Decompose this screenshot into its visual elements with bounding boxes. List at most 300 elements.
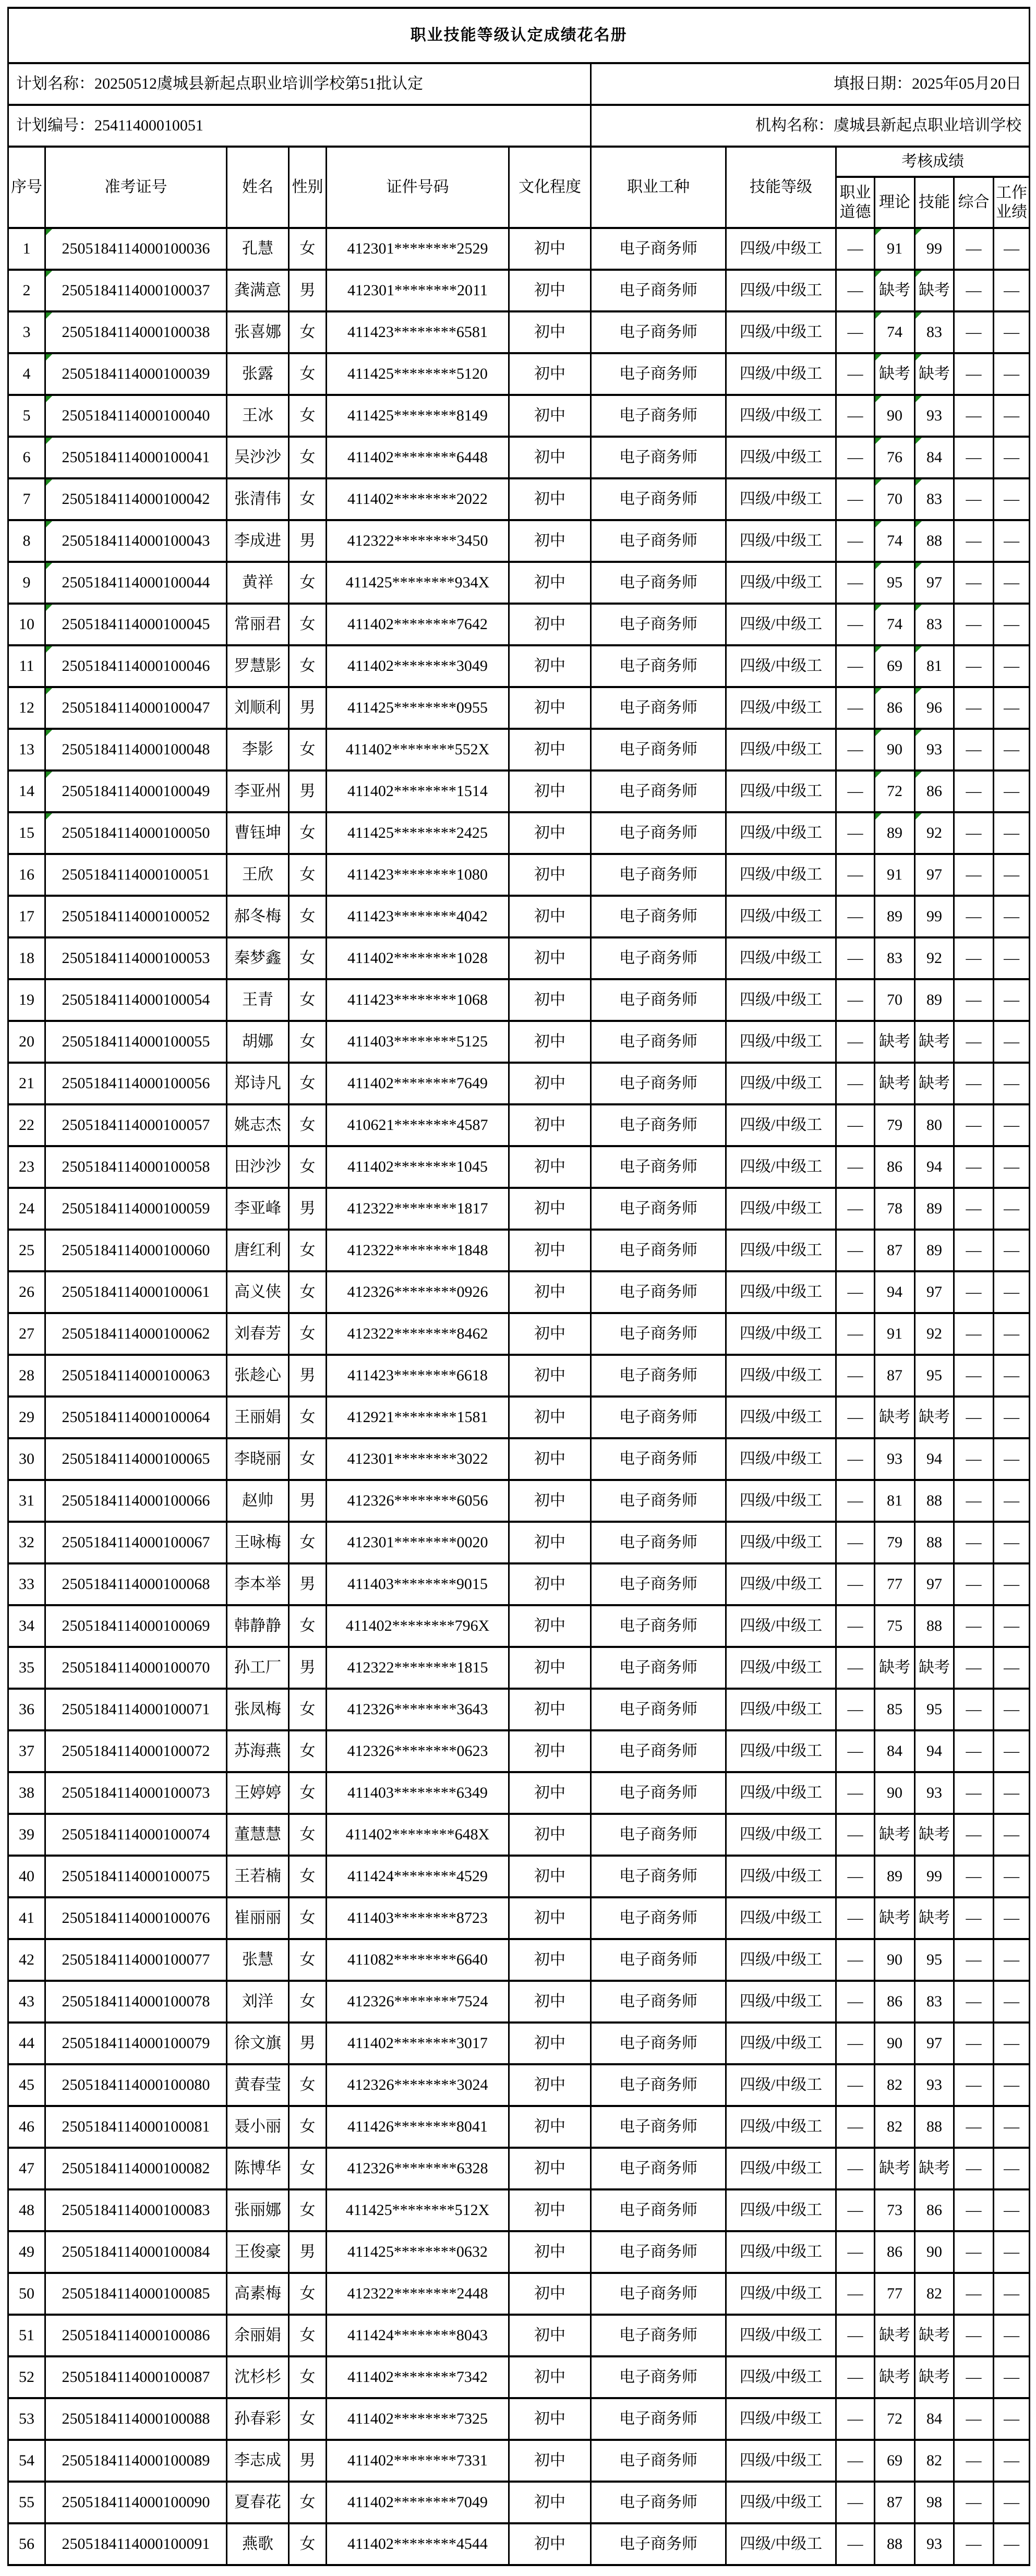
cell-ethics: — xyxy=(836,645,875,687)
error-flag-triangle-icon xyxy=(875,772,882,778)
cell-no: 3 xyxy=(8,311,45,353)
cell-id-number: 411402********7325 xyxy=(327,2398,509,2440)
table-row xyxy=(8,854,1030,896)
cell-education: 初中 xyxy=(509,562,591,604)
cell-level: 四级/中级工 xyxy=(726,1814,836,1856)
cell-gender: 男 xyxy=(289,2231,327,2273)
cell-occupation: 电子商务师 xyxy=(591,729,726,771)
cell-skill: 80 xyxy=(915,1104,954,1146)
cell-skill: 94 xyxy=(915,1438,954,1480)
cell-no: 47 xyxy=(8,2148,45,2189)
cell-education: 初中 xyxy=(509,979,591,1021)
cell-no: 1 xyxy=(8,228,45,270)
cell-ticket: 2505184114000100088 xyxy=(45,2398,227,2440)
cell-id-number: 411402********796X xyxy=(327,1605,509,1647)
page-title: 职业技能等级认定成绩花名册 xyxy=(8,8,1030,63)
cell-comprehensive: — xyxy=(954,896,994,937)
cell-no: 51 xyxy=(8,2315,45,2356)
cell-name: 王丽娟 xyxy=(227,1397,289,1438)
cell-ticket: 2505184114000100091 xyxy=(45,2523,227,2565)
cell-skill: 缺考 xyxy=(915,1647,954,1689)
cell-gender: 女 xyxy=(289,1230,327,1271)
cell-level: 四级/中级工 xyxy=(726,562,836,604)
cell-skill: 89 xyxy=(915,979,954,1021)
cell-no: 28 xyxy=(8,1355,45,1397)
cell-skill: 92 xyxy=(915,937,954,979)
cell-no: 9 xyxy=(8,562,45,604)
cell-ticket: 2505184114000100044 xyxy=(45,562,227,604)
table-row xyxy=(8,1063,1030,1104)
cell-skill: 83 xyxy=(915,1981,954,2023)
error-flag-triangle-icon xyxy=(915,605,922,611)
cell-skill: 95 xyxy=(915,1939,954,1981)
cell-name: 王咏梅 xyxy=(227,1522,289,1563)
cell-education: 初中 xyxy=(509,1480,591,1522)
cell-skill: 88 xyxy=(915,1605,954,1647)
cell-gender: 女 xyxy=(289,1814,327,1856)
cell-theory: 86 xyxy=(875,687,915,729)
cell-gender: 女 xyxy=(289,2189,327,2231)
cell-skill: 96 xyxy=(915,687,954,729)
cell-gender: 男 xyxy=(289,687,327,729)
cell-id-number: 412921********1581 xyxy=(327,1397,509,1438)
cell-id-number: 411402********648X xyxy=(327,1814,509,1856)
cell-comprehensive: — xyxy=(954,270,994,311)
cell-level: 四级/中级工 xyxy=(726,937,836,979)
table-row xyxy=(8,2023,1030,2064)
cell-gender: 男 xyxy=(289,270,327,311)
header-id-number: 证件号码 xyxy=(327,147,509,228)
cell-gender: 女 xyxy=(289,1146,327,1188)
cell-skill: 98 xyxy=(915,2482,954,2523)
cell-theory: 86 xyxy=(875,1146,915,1188)
cell-occupation: 电子商务师 xyxy=(591,2064,726,2106)
cell-skill: 81 xyxy=(915,645,954,687)
cell-education: 初中 xyxy=(509,604,591,645)
cell-skill: 缺考 xyxy=(915,270,954,311)
cell-ticket: 2505184114000100086 xyxy=(45,2315,227,2356)
cell-no: 49 xyxy=(8,2231,45,2273)
cell-theory: 74 xyxy=(875,311,915,353)
cell-name: 王婷婷 xyxy=(227,1772,289,1814)
cell-skill: 84 xyxy=(915,2398,954,2440)
cell-work-performance: — xyxy=(994,2440,1030,2482)
table-row xyxy=(8,2315,1030,2356)
cell-education: 初中 xyxy=(509,1856,591,1897)
cell-level: 四级/中级工 xyxy=(726,2106,836,2148)
error-flag-triangle-icon xyxy=(875,396,882,402)
cell-level: 四级/中级工 xyxy=(726,1188,836,1230)
cell-ticket: 2505184114000100043 xyxy=(45,520,227,562)
cell-level: 四级/中级工 xyxy=(726,771,836,812)
error-flag-triangle-icon xyxy=(46,479,52,486)
cell-gender: 女 xyxy=(289,2315,327,2356)
header-education: 文化程度 xyxy=(509,147,591,228)
cell-theory: 81 xyxy=(875,1480,915,1522)
cell-education: 初中 xyxy=(509,1563,591,1605)
cell-gender: 女 xyxy=(289,854,327,896)
table-row xyxy=(8,1730,1030,1772)
cell-work-performance: — xyxy=(994,979,1030,1021)
cell-occupation: 电子商务师 xyxy=(591,2523,726,2565)
cell-occupation: 电子商务师 xyxy=(591,687,726,729)
error-flag-triangle-icon xyxy=(875,312,882,319)
cell-work-performance: — xyxy=(994,687,1030,729)
cell-skill: 90 xyxy=(915,2231,954,2273)
cell-comprehensive: — xyxy=(954,1021,994,1063)
cell-education: 初中 xyxy=(509,1772,591,1814)
cell-theory: 88 xyxy=(875,2523,915,2565)
cell-skill: 缺考 xyxy=(915,1021,954,1063)
error-flag-triangle-icon xyxy=(46,688,52,694)
cell-ticket: 2505184114000100084 xyxy=(45,2231,227,2273)
cell-occupation: 电子商务师 xyxy=(591,1146,726,1188)
cell-name: 张露 xyxy=(227,353,289,395)
error-flag-triangle-icon xyxy=(46,730,52,736)
cell-no: 23 xyxy=(8,1146,45,1188)
cell-education: 初中 xyxy=(509,687,591,729)
cell-level: 四级/中级工 xyxy=(726,437,836,478)
table-row xyxy=(8,353,1030,395)
cell-comprehensive: — xyxy=(954,1438,994,1480)
cell-work-performance: — xyxy=(994,1689,1030,1730)
header-occupation: 职业工种 xyxy=(591,147,726,228)
cell-name: 王冰 xyxy=(227,395,289,437)
cell-gender: 女 xyxy=(289,2356,327,2398)
cell-name: 高素梅 xyxy=(227,2273,289,2315)
cell-name: 赵帅 xyxy=(227,1480,289,1522)
cell-comprehensive: — xyxy=(954,2315,994,2356)
cell-gender: 女 xyxy=(289,2064,327,2106)
cell-skill: 缺考 xyxy=(915,1814,954,1856)
cell-occupation: 电子商务师 xyxy=(591,1897,726,1939)
cell-ethics: — xyxy=(836,478,875,520)
cell-comprehensive: — xyxy=(954,1146,994,1188)
cell-no: 48 xyxy=(8,2189,45,2231)
cell-comprehensive: — xyxy=(954,604,994,645)
table-row xyxy=(8,1772,1030,1814)
cell-occupation: 电子商务师 xyxy=(591,812,726,854)
cell-education: 初中 xyxy=(509,896,591,937)
table-row xyxy=(8,1188,1030,1230)
cell-ethics: — xyxy=(836,687,875,729)
cell-education: 初中 xyxy=(509,2523,591,2565)
cell-theory: 缺考 xyxy=(875,2356,915,2398)
cell-id-number: 411402********7649 xyxy=(327,1063,509,1104)
table-row xyxy=(8,2273,1030,2315)
cell-ethics: — xyxy=(836,2523,875,2565)
cell-work-performance: — xyxy=(994,1438,1030,1480)
cell-occupation: 电子商务师 xyxy=(591,1981,726,2023)
cell-skill: 86 xyxy=(915,771,954,812)
cell-theory: 74 xyxy=(875,604,915,645)
cell-no: 29 xyxy=(8,1397,45,1438)
cell-education: 初中 xyxy=(509,1397,591,1438)
cell-education: 初中 xyxy=(509,2273,591,2315)
cell-theory: 78 xyxy=(875,1188,915,1230)
cell-education: 初中 xyxy=(509,1438,591,1480)
cell-work-performance: — xyxy=(994,1772,1030,1814)
cell-gender: 女 xyxy=(289,1897,327,1939)
cell-theory: 77 xyxy=(875,1563,915,1605)
cell-level: 四级/中级工 xyxy=(726,1230,836,1271)
cell-work-performance: — xyxy=(994,311,1030,353)
cell-gender: 女 xyxy=(289,1981,327,2023)
cell-theory: 95 xyxy=(875,562,915,604)
cell-gender: 女 xyxy=(289,1605,327,1647)
cell-name: 李本举 xyxy=(227,1563,289,1605)
cell-theory: 69 xyxy=(875,2440,915,2482)
cell-id-number: 411402********7642 xyxy=(327,604,509,645)
cell-skill: 97 xyxy=(915,2023,954,2064)
cell-name: 韩静静 xyxy=(227,1605,289,1647)
cell-comprehensive: — xyxy=(954,437,994,478)
cell-skill: 95 xyxy=(915,1355,954,1397)
cell-education: 初中 xyxy=(509,645,591,687)
cell-no: 20 xyxy=(8,1021,45,1063)
cell-id-number: 412322********1817 xyxy=(327,1188,509,1230)
cell-theory: 87 xyxy=(875,1355,915,1397)
cell-ethics: — xyxy=(836,1605,875,1647)
cell-occupation: 电子商务师 xyxy=(591,896,726,937)
cell-name: 张凤梅 xyxy=(227,1689,289,1730)
cell-theory: 缺考 xyxy=(875,353,915,395)
cell-comprehensive: — xyxy=(954,2273,994,2315)
cell-no: 53 xyxy=(8,2398,45,2440)
cell-gender: 女 xyxy=(289,2398,327,2440)
cell-name: 高义侠 xyxy=(227,1271,289,1313)
header-row-top xyxy=(8,147,1030,177)
cell-work-performance: — xyxy=(994,2273,1030,2315)
cell-occupation: 电子商务师 xyxy=(591,520,726,562)
cell-level: 四级/中级工 xyxy=(726,2231,836,2273)
cell-work-performance: — xyxy=(994,270,1030,311)
cell-ticket: 2505184114000100060 xyxy=(45,1230,227,1271)
cell-gender: 女 xyxy=(289,1689,327,1730)
error-flag-triangle-icon xyxy=(915,730,922,736)
cell-comprehensive: — xyxy=(954,2482,994,2523)
cell-occupation: 电子商务师 xyxy=(591,228,726,270)
header-gender: 性别 xyxy=(289,147,327,228)
cell-work-performance: — xyxy=(994,896,1030,937)
cell-ethics: — xyxy=(836,2273,875,2315)
cell-comprehensive: — xyxy=(954,2398,994,2440)
cell-level: 四级/中级工 xyxy=(726,1647,836,1689)
cell-occupation: 电子商务师 xyxy=(591,2148,726,2189)
cell-ethics: — xyxy=(836,1647,875,1689)
cell-gender: 男 xyxy=(289,1563,327,1605)
cell-ticket: 2505184114000100042 xyxy=(45,478,227,520)
cell-work-performance: — xyxy=(994,1480,1030,1522)
cell-work-performance: — xyxy=(994,1063,1030,1104)
cell-work-performance: — xyxy=(994,437,1030,478)
cell-occupation: 电子商务师 xyxy=(591,2231,726,2273)
cell-ticket: 2505184114000100064 xyxy=(45,1397,227,1438)
cell-name: 王青 xyxy=(227,979,289,1021)
cell-id-number: 411423********6581 xyxy=(327,311,509,353)
cell-comprehensive: — xyxy=(954,1480,994,1522)
cell-ethics: — xyxy=(836,1063,875,1104)
cell-ethics: — xyxy=(836,1104,875,1146)
cell-theory: 85 xyxy=(875,1689,915,1730)
cell-level: 四级/中级工 xyxy=(726,1772,836,1814)
table-row xyxy=(8,1397,1030,1438)
cell-id-number: 412326********7524 xyxy=(327,1981,509,2023)
cell-skill: 92 xyxy=(915,1313,954,1355)
cell-ticket: 2505184114000100087 xyxy=(45,2356,227,2398)
error-flag-triangle-icon xyxy=(915,688,922,694)
table-row xyxy=(8,896,1030,937)
cell-comprehensive: — xyxy=(954,1188,994,1230)
cell-gender: 男 xyxy=(289,1647,327,1689)
cell-gender: 女 xyxy=(289,812,327,854)
cell-name: 郝冬梅 xyxy=(227,896,289,937)
cell-work-performance: — xyxy=(994,2356,1030,2398)
cell-work-performance: — xyxy=(994,812,1030,854)
cell-skill: 缺考 xyxy=(915,1397,954,1438)
cell-skill: 97 xyxy=(915,854,954,896)
cell-skill: 99 xyxy=(915,896,954,937)
cell-id-number: 411082********6640 xyxy=(327,1939,509,1981)
table-row xyxy=(8,437,1030,478)
cell-ethics: — xyxy=(836,520,875,562)
cell-occupation: 电子商务师 xyxy=(591,1230,726,1271)
cell-name: 张清伟 xyxy=(227,478,289,520)
error-flag-triangle-icon xyxy=(915,438,922,444)
cell-work-performance: — xyxy=(994,604,1030,645)
table-row xyxy=(8,1355,1030,1397)
cell-skill: 93 xyxy=(915,1772,954,1814)
cell-theory: 缺考 xyxy=(875,1063,915,1104)
cell-ticket: 2505184114000100046 xyxy=(45,645,227,687)
cell-id-number: 412326********6056 xyxy=(327,1480,509,1522)
cell-theory: 缺考 xyxy=(875,1397,915,1438)
cell-ethics: — xyxy=(836,437,875,478)
cell-ethics: — xyxy=(836,1021,875,1063)
cell-occupation: 电子商务师 xyxy=(591,1104,726,1146)
cell-no: 11 xyxy=(8,645,45,687)
cell-education: 初中 xyxy=(509,2356,591,2398)
cell-work-performance: — xyxy=(994,1188,1030,1230)
cell-theory: 90 xyxy=(875,729,915,771)
cell-occupation: 电子商务师 xyxy=(591,771,726,812)
cell-work-performance: — xyxy=(994,1814,1030,1856)
cell-id-number: 411402********552X xyxy=(327,729,509,771)
cell-theory: 89 xyxy=(875,1856,915,1897)
cell-ticket: 2505184114000100062 xyxy=(45,1313,227,1355)
cell-education: 初中 xyxy=(509,395,591,437)
error-flag-triangle-icon xyxy=(46,229,52,235)
cell-skill: 89 xyxy=(915,1188,954,1230)
cell-no: 2 xyxy=(8,270,45,311)
cell-theory: 91 xyxy=(875,228,915,270)
cell-no: 46 xyxy=(8,2106,45,2148)
cell-theory: 90 xyxy=(875,1939,915,1981)
cell-gender: 女 xyxy=(289,2148,327,2189)
cell-level: 四级/中级工 xyxy=(726,2523,836,2565)
table-row xyxy=(8,520,1030,562)
plan-number: 计划编号：25411400010051 xyxy=(8,105,591,147)
cell-occupation: 电子商务师 xyxy=(591,1647,726,1689)
cell-gender: 女 xyxy=(289,1438,327,1480)
cell-comprehensive: — xyxy=(954,812,994,854)
cell-gender: 女 xyxy=(289,1021,327,1063)
cell-ethics: — xyxy=(836,1981,875,2023)
cell-id-number: 411425********934X xyxy=(327,562,509,604)
cell-gender: 男 xyxy=(289,520,327,562)
cell-name: 孙工厂 xyxy=(227,1647,289,1689)
cell-level: 四级/中级工 xyxy=(726,896,836,937)
cell-occupation: 电子商务师 xyxy=(591,1063,726,1104)
cell-gender: 女 xyxy=(289,979,327,1021)
cell-comprehensive: — xyxy=(954,854,994,896)
cell-ethics: — xyxy=(836,896,875,937)
cell-occupation: 电子商务师 xyxy=(591,937,726,979)
cell-comprehensive: — xyxy=(954,729,994,771)
cell-occupation: 电子商务师 xyxy=(591,645,726,687)
meta-row-2 xyxy=(8,105,1030,147)
cell-level: 四级/中级工 xyxy=(726,604,836,645)
cell-no: 19 xyxy=(8,979,45,1021)
cell-name: 黄春莹 xyxy=(227,2064,289,2106)
cell-theory: 缺考 xyxy=(875,1814,915,1856)
table-row xyxy=(8,1689,1030,1730)
cell-gender: 女 xyxy=(289,2482,327,2523)
table-row xyxy=(8,1480,1030,1522)
cell-ethics: — xyxy=(836,1563,875,1605)
cell-theory: 94 xyxy=(875,1271,915,1313)
cell-skill: 97 xyxy=(915,1563,954,1605)
cell-occupation: 电子商务师 xyxy=(591,1271,726,1313)
cell-ticket: 2505184114000100068 xyxy=(45,1563,227,1605)
cell-ethics: — xyxy=(836,604,875,645)
cell-gender: 女 xyxy=(289,1856,327,1897)
cell-work-performance: — xyxy=(994,2315,1030,2356)
cell-name: 郑诗凡 xyxy=(227,1063,289,1104)
cell-comprehensive: — xyxy=(954,2523,994,2565)
cell-id-number: 411402********3049 xyxy=(327,645,509,687)
cell-gender: 女 xyxy=(289,1522,327,1563)
cell-occupation: 电子商务师 xyxy=(591,2106,726,2148)
cell-occupation: 电子商务师 xyxy=(591,979,726,1021)
cell-education: 初中 xyxy=(509,2440,591,2482)
cell-ethics: — xyxy=(836,2064,875,2106)
cell-id-number: 411424********8043 xyxy=(327,2315,509,2356)
cell-id-number: 412301********2011 xyxy=(327,270,509,311)
cell-theory: 缺考 xyxy=(875,270,915,311)
cell-comprehensive: — xyxy=(954,1313,994,1355)
cell-work-performance: — xyxy=(994,520,1030,562)
cell-comprehensive: — xyxy=(954,771,994,812)
table-row xyxy=(8,2398,1030,2440)
error-flag-triangle-icon xyxy=(46,813,52,820)
cell-ethics: — xyxy=(836,937,875,979)
cell-no: 26 xyxy=(8,1271,45,1313)
cell-no: 33 xyxy=(8,1563,45,1605)
cell-level: 四级/中级工 xyxy=(726,2189,836,2231)
cell-work-performance: — xyxy=(994,2482,1030,2523)
cell-ethics: — xyxy=(836,2440,875,2482)
cell-id-number: 411425********8149 xyxy=(327,395,509,437)
cell-comprehensive: — xyxy=(954,2023,994,2064)
cell-gender: 女 xyxy=(289,437,327,478)
error-flag-triangle-icon xyxy=(915,521,922,527)
cell-theory: 87 xyxy=(875,1230,915,1271)
table-row xyxy=(8,395,1030,437)
cell-gender: 女 xyxy=(289,1730,327,1772)
cell-comprehensive: — xyxy=(954,562,994,604)
cell-level: 四级/中级工 xyxy=(726,2398,836,2440)
